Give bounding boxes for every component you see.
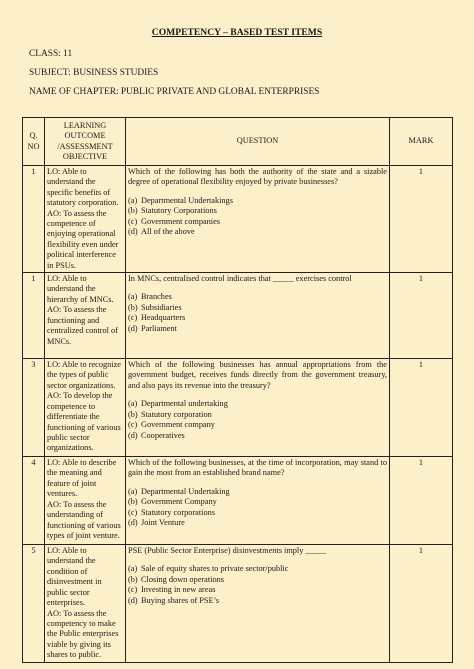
options-list (128, 196, 387, 238)
answer-option (128, 292, 387, 302)
assessment-objective: AO: To develop the competence to differentiate the functioning of various public sector organizations. (47, 391, 121, 453)
option-text: Investing in new areas (141, 585, 216, 595)
option-text: Parliament (141, 323, 177, 333)
option-letter: (d) (128, 595, 138, 605)
learning-outcome: LO: Able to recognize the types of public sector organizations. (47, 360, 121, 390)
mark-value: 1 (390, 166, 453, 273)
option-text: Sale of equity shares to private sector/public (141, 564, 289, 574)
answer-option (128, 196, 387, 206)
answer-option (128, 227, 387, 237)
option-text: Headquarters (141, 313, 186, 323)
answer-option (128, 575, 387, 585)
options-list (128, 564, 387, 606)
option-text: Joint Venture (141, 518, 185, 528)
option-letter: (a) (128, 195, 138, 205)
question-number: 1 (23, 273, 45, 359)
table-row (23, 359, 453, 457)
question-text: Which of the following businesses, at the time of incorporation, may stand to gain the most from an established brand name? (128, 458, 387, 478)
assessment-objective: AO: To assess the understanding of functioning of various types of joint venture. (47, 499, 121, 540)
option-text: Statutory corporations (141, 507, 215, 517)
answer-option (128, 508, 387, 518)
option-text: Statutory Corporations (141, 206, 217, 216)
question-text: PSE (Public Sector Enterprise) disinvestments imply _____ (128, 546, 327, 556)
option-letter: (d) (128, 430, 138, 440)
answer-option (128, 497, 387, 507)
question-number: 5 (23, 545, 45, 662)
question-text: In MNCs, centralised control indicates that _____ exercises control (128, 274, 352, 284)
answer-option (128, 206, 387, 216)
header-qno: Q. NO (23, 118, 45, 166)
subject-line: SUBJECT: BUSINESS STUDIES (29, 68, 159, 78)
document-title: COMPETENCY – BASED TEST ITEMS (151, 27, 323, 38)
question-cell (126, 457, 390, 545)
option-letter: (a) (128, 564, 138, 574)
option-text: Buying shares of PSE’s (141, 595, 220, 605)
table-row (23, 166, 453, 273)
mark-value: 1 (390, 457, 453, 545)
answer-option (128, 431, 387, 441)
answer-option (128, 420, 387, 430)
option-letter: (b) (128, 206, 138, 216)
option-letter: (b) (128, 574, 138, 584)
option-letter: (a) (128, 292, 138, 302)
answer-option (128, 324, 387, 334)
assessment-objective: AO: To assess the functioning and centralized control of MNCs. (47, 305, 118, 346)
answer-option (128, 518, 387, 528)
assessment-objective: AO: To assess the competency to make the Public enterprises viable by giving its shares to public. (47, 608, 119, 660)
table-row (23, 457, 453, 545)
learning-outcome: LO: Able to understand the specific benefits of statutory corporation. (47, 167, 119, 208)
option-letter: (b) (128, 302, 138, 312)
option-text: Cooperatives (141, 430, 185, 440)
class-line: CLASS: 11 (29, 49, 73, 59)
option-text: Government company (141, 420, 215, 430)
question-cell (126, 545, 390, 662)
answer-option (128, 585, 387, 595)
answer-option (128, 303, 387, 313)
option-text: All of the above (141, 227, 195, 237)
option-letter: (c) (128, 420, 138, 430)
learning-outcome-cell (45, 545, 126, 662)
learning-outcome-cell (45, 359, 126, 457)
answer-option (128, 410, 387, 420)
answer-option (128, 596, 387, 606)
learning-outcome-cell (45, 166, 126, 273)
learning-outcome-cell (45, 273, 126, 359)
option-text: Subsidiaries (141, 302, 182, 312)
table-row (23, 273, 453, 359)
options-list (128, 487, 387, 529)
option-text: Departmental Undertaking (141, 486, 230, 496)
learning-outcome: LO: Able to understand the condition of disinvestment in public sector enterprises. (47, 546, 102, 608)
table-row (23, 545, 453, 662)
learning-outcome-cell (45, 457, 126, 545)
question-number: 3 (23, 359, 45, 457)
option-letter: (c) (128, 313, 138, 323)
question-number: 1 (23, 166, 45, 273)
answer-option (128, 217, 387, 227)
option-text: Branches (141, 292, 172, 302)
options-list (128, 399, 387, 441)
mark-value: 1 (390, 359, 453, 457)
option-letter: (d) (128, 518, 138, 528)
options-list (128, 292, 387, 334)
learning-outcome: LO: Able to understand the hierarchy of MNCs. (47, 274, 114, 304)
header-mark: MARK (390, 118, 453, 166)
question-number: 4 (23, 457, 45, 545)
question-text: Which of the following has both the authority of the state and a sizable degree of operational flexibility enjoyed by private businesses? (128, 167, 387, 187)
answer-option (128, 399, 387, 409)
option-text: Government companies (141, 216, 221, 226)
answer-option (128, 487, 387, 497)
header-objective: LEARNING OUTCOME /ASSESSMENT OBJECTIVE (45, 118, 126, 166)
option-letter: (c) (128, 507, 138, 517)
option-text: Closing down operations (141, 574, 224, 584)
mark-value: 1 (390, 545, 453, 662)
answer-option (128, 313, 387, 323)
option-letter: (a) (128, 399, 138, 409)
option-letter: (b) (128, 409, 138, 419)
question-text: Which of the following businesses has annual appropriations from the government budget, receives funds directly from the government treasury, and also pays its revenue into the treasury? (128, 360, 387, 390)
option-letter: (c) (128, 585, 138, 595)
question-cell (126, 166, 390, 273)
option-text: Government Company (141, 497, 217, 507)
option-text: Departmental undertaking (141, 399, 228, 409)
option-letter: (d) (128, 227, 138, 237)
assessment-objective: AO: To assess the competence of enjoying operational flexibility even under political interference in PSUs. (47, 208, 119, 270)
option-letter: (c) (128, 216, 138, 226)
option-letter: (b) (128, 497, 138, 507)
test-items-table (22, 117, 453, 663)
learning-outcome: LO: Able to describe the meaning and feature of joint ventures. (47, 458, 117, 499)
table-header-row (23, 118, 453, 166)
mark-value: 1 (390, 273, 453, 359)
header-question: QUESTION (126, 118, 390, 166)
option-letter: (a) (128, 486, 138, 496)
chapter-line: NAME OF CHAPTER: PUBLIC PRIVATE AND GLOBAL ENTERPRISES (29, 87, 320, 97)
question-cell (126, 359, 390, 457)
option-text: Departmental Undertakings (141, 195, 233, 205)
answer-option (128, 564, 387, 574)
option-letter: (d) (128, 323, 138, 333)
option-text: Statutory corporation (141, 409, 212, 419)
question-cell (126, 273, 390, 359)
